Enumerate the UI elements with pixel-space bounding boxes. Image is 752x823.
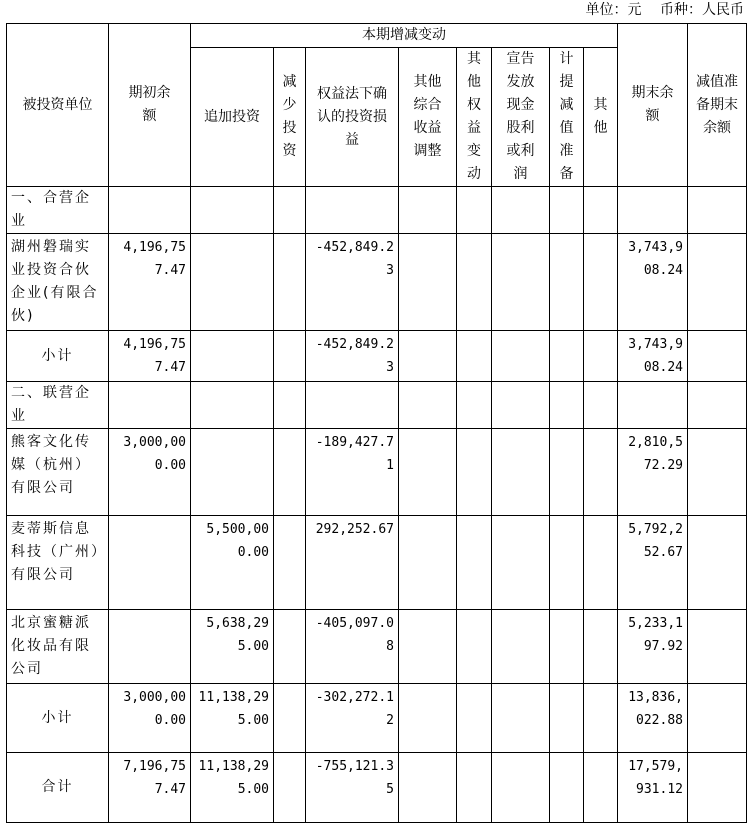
table-row (7, 610, 747, 684)
row-equity-income: -189,427.71 (306, 429, 399, 516)
header-oci: 其他综合收益调整 (399, 48, 457, 187)
row-add (191, 331, 274, 382)
header-row-1 (7, 24, 747, 48)
header-add-investment: 追加投资 (191, 48, 274, 187)
currency-label: 币种：人民币 (660, 2, 744, 18)
row-name: 湖州磐瑞实业投资合伙企业(有限合伙) (7, 234, 109, 331)
row-equity-income: 292,252.67 (306, 516, 399, 610)
header-impairment-closing: 减值准备期末余额 (688, 24, 747, 187)
row-opening: 7,196,757.47 (109, 753, 191, 823)
row-name: 北京蜜糖派化妆品有限公司 (7, 610, 109, 684)
row-add: 11,138,295.00 (191, 753, 274, 823)
unit-label: 单位：元 (585, 2, 642, 18)
section-label: 一、合营企业 (7, 187, 109, 234)
row-closing: 13,836,022.88 (618, 684, 688, 753)
header-other-equity: 其他权益变动 (457, 48, 492, 187)
row-opening: 4,196,757.47 (109, 234, 191, 331)
row-equity-income: -302,272.12 (306, 684, 399, 753)
header-other: 其他 (584, 48, 618, 187)
header-equity-income: 权益法下确认的投资损益 (306, 48, 399, 187)
table-row (7, 234, 747, 331)
header-investee: 被投资单位 (7, 24, 109, 187)
investment-table (6, 23, 747, 823)
table-row (7, 753, 747, 823)
header-reduce-investment: 减少投资 (274, 48, 306, 187)
row-opening (109, 610, 191, 684)
header-impairment: 计提减值准备 (550, 48, 584, 187)
row-closing: 5,792,252.67 (618, 516, 688, 610)
row-add (191, 429, 274, 516)
row-equity-income: -452,849.23 (306, 331, 399, 382)
table-row (7, 331, 747, 382)
row-closing: 5,233,197.92 (618, 610, 688, 684)
section-row-jv (7, 187, 747, 234)
section-row-assoc (7, 382, 747, 429)
row-opening: 3,000,000.00 (109, 684, 191, 753)
row-add: 5,638,295.00 (191, 610, 274, 684)
table-row (7, 516, 747, 610)
row-add (191, 234, 274, 331)
row-closing: 3,743,908.24 (618, 234, 688, 331)
row-name: 熊客文化传媒（杭州）有限公司 (7, 429, 109, 516)
row-closing: 17,579,931.12 (618, 753, 688, 823)
row-closing: 3,743,908.24 (618, 331, 688, 382)
row-name: 小计 (7, 684, 109, 753)
header-closing: 期末余额 (618, 24, 688, 187)
row-name: 麦蒂斯信息科技（广州）有限公司 (7, 516, 109, 610)
header-dividend: 宣告发放现金股利或利润 (492, 48, 550, 187)
header-changes: 本期增减变动 (191, 24, 618, 48)
unit-line (586, 0, 744, 22)
table-row (7, 429, 747, 516)
row-closing: 2,810,572.29 (618, 429, 688, 516)
row-opening: 3,000,000.00 (109, 429, 191, 516)
row-equity-income: -755,121.35 (306, 753, 399, 823)
row-name: 合计 (7, 753, 109, 823)
row-equity-income: -405,097.08 (306, 610, 399, 684)
row-opening: 4,196,757.47 (109, 331, 191, 382)
row-name: 小计 (7, 331, 109, 382)
row-add: 11,138,295.00 (191, 684, 274, 753)
row-equity-income: -452,849.23 (306, 234, 399, 331)
row-add: 5,500,000.00 (191, 516, 274, 610)
table-row (7, 684, 747, 753)
row-opening (109, 516, 191, 610)
section-label: 二、联营企业 (7, 382, 109, 429)
header-opening: 期初余额 (109, 24, 191, 187)
